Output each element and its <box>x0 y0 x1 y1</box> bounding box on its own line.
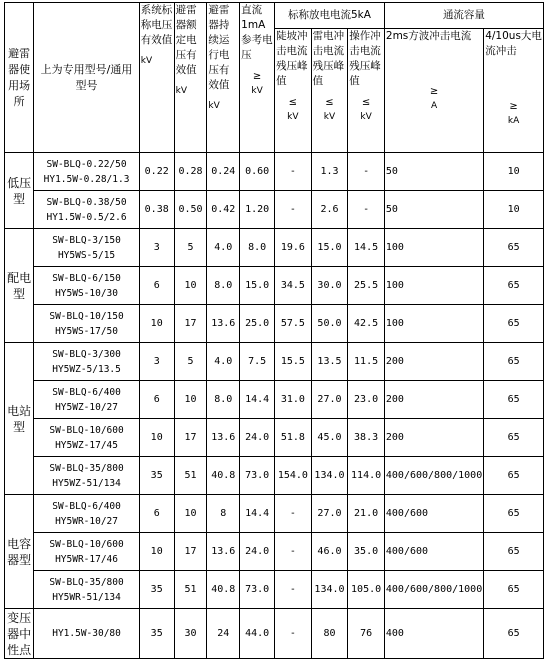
table-row <box>5 191 544 229</box>
lightning-residual-cell: 2.6 <box>311 191 348 229</box>
steep-residual-cell: 154.0 <box>275 457 312 495</box>
rated-voltage-cell: 51 <box>174 571 207 609</box>
generic-model: HY5WR-10/27 <box>55 515 118 527</box>
impulse-cell: 65 <box>484 457 544 495</box>
table-row <box>5 229 544 267</box>
ge-sign: ≥ <box>429 86 439 97</box>
lightning-residual-cell: 27.0 <box>311 381 348 419</box>
model-cell <box>34 419 139 457</box>
special-model: SW-BLQ-3/300 <box>52 348 121 360</box>
rated-voltage-cell: 10 <box>174 267 207 305</box>
sys-voltage-cell: 3 <box>139 229 174 267</box>
table-header <box>5 3 544 153</box>
table-row <box>5 305 544 343</box>
model-cell <box>34 495 139 533</box>
square-wave-cell: 100 <box>384 305 483 343</box>
header-mcov: 避雷器持续运行电压有效值 kV <box>207 3 240 153</box>
lightning-residual-cell: 50.0 <box>311 305 348 343</box>
le-sign: ≤ <box>325 97 334 108</box>
lightning-residual-cell: 13.5 <box>311 343 348 381</box>
sys-voltage-cell: 10 <box>139 305 174 343</box>
mcov-cell: 13.6 <box>207 533 240 571</box>
switching-residual-cell: 114.0 <box>348 457 385 495</box>
dc-ref-cell: 0.60 <box>240 153 275 191</box>
lightning-residual-cell: 134.0 <box>311 457 348 495</box>
ge-sign: ≥ <box>509 101 518 112</box>
model-cell <box>34 571 139 609</box>
unit-kv: kV <box>360 112 372 122</box>
table-row <box>5 381 544 419</box>
unit-ka: kA <box>507 116 520 126</box>
generic-model: HY5WZ-17/45 <box>55 439 118 451</box>
dc-ref-cell: 24.0 <box>240 533 275 571</box>
sys-voltage-cell: 10 <box>139 419 174 457</box>
header-switching-residual: 操作冲击电流残压峰值 ≤ kV <box>348 29 385 153</box>
header-lightning-residual: 雷电冲击电流残压峰值 ≤ kV <box>311 29 348 153</box>
rated-voltage-cell: 30 <box>174 609 207 659</box>
lightning-residual-cell: 1.3 <box>311 153 348 191</box>
lightning-residual-cell: 134.0 <box>311 571 348 609</box>
unit-kv: kV <box>208 101 220 111</box>
unit-kv: kV <box>175 86 188 96</box>
unit-kv: kV <box>287 112 299 122</box>
sys-voltage-cell: 3 <box>139 343 174 381</box>
switching-residual-cell: 23.0 <box>348 381 385 419</box>
model-cell <box>34 457 139 495</box>
steep-residual-cell: - <box>275 533 312 571</box>
dc-ref-cell: 73.0 <box>240 457 275 495</box>
steep-residual-cell: - <box>275 495 312 533</box>
mcov-cell: 4.0 <box>207 229 240 267</box>
model-cell <box>34 191 139 229</box>
header-residual-group: 标称放电电流5kA <box>275 3 385 29</box>
rated-voltage-cell: 10 <box>174 495 207 533</box>
generic-model: HY1.5W-0.28/1.3 <box>43 173 130 185</box>
steep-residual-cell: 51.8 <box>275 419 312 457</box>
mcov-cell: 8.0 <box>207 381 240 419</box>
table-row <box>5 533 544 571</box>
special-model: SW-BLQ-35/800 <box>49 576 124 588</box>
switching-residual-cell: 42.5 <box>348 305 385 343</box>
sys-voltage-cell: 35 <box>139 457 174 495</box>
sys-voltage-cell: 0.38 <box>139 191 174 229</box>
model-cell <box>34 343 139 381</box>
unit-kv: kV <box>140 56 153 66</box>
table-row <box>5 457 544 495</box>
square-wave-cell: 100 <box>384 229 483 267</box>
switching-residual-cell: 11.5 <box>348 343 385 381</box>
special-model: SW-BLQ-3/150 <box>52 234 121 246</box>
steep-residual-cell: - <box>275 191 312 229</box>
generic-model: HY5WZ-5/13.5 <box>52 363 121 375</box>
dc-ref-cell: 25.0 <box>240 305 275 343</box>
header-steep-residual: 陡坡冲击电流残压峰值 ≤ kV <box>275 29 312 153</box>
site-cell: 低压型 <box>5 153 34 229</box>
switching-residual-cell: 105.0 <box>348 571 385 609</box>
site-cell: 电容器型 <box>5 495 34 609</box>
arrester-spec-table <box>4 2 544 659</box>
impulse-cell: 10 <box>484 153 544 191</box>
sys-voltage-cell: 6 <box>139 495 174 533</box>
impulse-cell: 65 <box>484 267 544 305</box>
mcov-cell: 13.6 <box>207 305 240 343</box>
rated-voltage-cell: 51 <box>174 457 207 495</box>
le-sign: ≤ <box>288 97 298 108</box>
square-wave-cell: 50 <box>384 191 483 229</box>
table-row <box>5 571 544 609</box>
dc-ref-cell: 14.4 <box>240 495 275 533</box>
impulse-cell: 65 <box>484 343 544 381</box>
generic-model: HY5WS-10/30 <box>55 287 118 299</box>
generic-model: HY1.5W-0.5/2.6 <box>46 211 127 223</box>
unit-kv: kV <box>323 112 336 122</box>
dc-ref-cell: 24.0 <box>240 419 275 457</box>
square-wave-cell: 50 <box>384 153 483 191</box>
lightning-residual-cell: 46.0 <box>311 533 348 571</box>
square-wave-cell: 400/600/800/1000 <box>384 457 483 495</box>
special-model: SW-BLQ-6/150 <box>52 272 121 284</box>
square-wave-cell: 400/600 <box>384 533 483 571</box>
impulse-cell: 65 <box>484 495 544 533</box>
special-model: SW-BLQ-35/800 <box>49 462 124 474</box>
generic-model: HY5WS-17/50 <box>55 325 118 337</box>
special-model: SW-BLQ-10/600 <box>49 538 124 550</box>
special-model: SW-BLQ-0.22/50 <box>46 158 127 170</box>
rated-voltage-cell: 17 <box>174 305 207 343</box>
rated-voltage-cell: 5 <box>174 229 207 267</box>
sys-voltage-cell: 0.22 <box>139 153 174 191</box>
steep-residual-cell: 57.5 <box>275 305 312 343</box>
impulse-cell: 65 <box>484 305 544 343</box>
impulse-cell: 10 <box>484 191 544 229</box>
ge-sign: ≥ <box>252 71 262 82</box>
switching-residual-cell: 35.0 <box>348 533 385 571</box>
rated-voltage-cell: 5 <box>174 343 207 381</box>
rated-voltage-cell: 17 <box>174 419 207 457</box>
dc-ref-cell: 8.0 <box>240 229 275 267</box>
dc-ref-cell: 73.0 <box>240 571 275 609</box>
switching-residual-cell: 14.5 <box>348 229 385 267</box>
mcov-cell: 40.8 <box>207 571 240 609</box>
switching-residual-cell: - <box>348 191 385 229</box>
unit-a: A <box>430 101 438 111</box>
special-model: SW-BLQ-6/400 <box>52 386 121 398</box>
sys-voltage-cell: 6 <box>139 267 174 305</box>
header-flow-group: 通流容量 <box>384 3 543 29</box>
header-impulse: 4/10us大电流冲击 ≥ kA <box>484 29 544 153</box>
model-cell <box>34 305 139 343</box>
mcov-cell: 0.24 <box>207 153 240 191</box>
model-cell <box>34 267 139 305</box>
steep-residual-cell: - <box>275 609 312 659</box>
table-row <box>5 495 544 533</box>
mcov-cell: 13.6 <box>207 419 240 457</box>
lightning-residual-cell: 27.0 <box>311 495 348 533</box>
model-cell <box>34 229 139 267</box>
mcov-cell: 40.8 <box>207 457 240 495</box>
table-row <box>5 267 544 305</box>
table-row <box>5 153 544 191</box>
site-cell: 配电型 <box>5 229 34 343</box>
special-model: SW-BLQ-6/400 <box>52 500 121 512</box>
sys-voltage-cell: 35 <box>139 609 174 659</box>
square-wave-cell: 200 <box>384 381 483 419</box>
site-cell: 变压器中性点 <box>5 609 34 659</box>
header-site: 避雷器使用场所 <box>5 3 34 153</box>
rated-voltage-cell: 0.50 <box>174 191 207 229</box>
switching-residual-cell: 21.0 <box>348 495 385 533</box>
sys-voltage-cell: 35 <box>139 571 174 609</box>
site-cell: 电站型 <box>5 343 34 495</box>
table-row <box>5 343 544 381</box>
dc-ref-cell: 1.20 <box>240 191 275 229</box>
lightning-residual-cell: 30.0 <box>311 267 348 305</box>
generic-model: HY5WR-17/46 <box>55 553 118 565</box>
impulse-cell: 65 <box>484 229 544 267</box>
mcov-cell: 0.42 <box>207 191 240 229</box>
dc-ref-cell: 14.4 <box>240 381 275 419</box>
square-wave-cell: 100 <box>384 267 483 305</box>
mcov-cell: 24 <box>207 609 240 659</box>
impulse-cell: 65 <box>484 609 544 659</box>
rated-voltage-cell: 17 <box>174 533 207 571</box>
table-row <box>5 419 544 457</box>
dc-ref-cell: 44.0 <box>240 609 275 659</box>
switching-residual-cell: 38.3 <box>348 419 385 457</box>
square-wave-cell: 200 <box>384 343 483 381</box>
generic-model: HY5WZ-51/134 <box>52 477 121 489</box>
impulse-cell: 65 <box>484 533 544 571</box>
impulse-cell: 65 <box>484 381 544 419</box>
header-sys-voltage: 系统标称电压有效值 kV <box>139 3 174 153</box>
mcov-cell: 8.0 <box>207 267 240 305</box>
table-row <box>5 609 544 659</box>
sys-voltage-cell: 10 <box>139 533 174 571</box>
steep-residual-cell: 31.0 <box>275 381 312 419</box>
generic-model: HY5WR-51/134 <box>52 591 121 603</box>
impulse-cell: 65 <box>484 419 544 457</box>
steep-residual-cell: 34.5 <box>275 267 312 305</box>
header-dc-ref: 直流1mA参考电压 ≥ kV <box>240 3 275 153</box>
dc-ref-cell: 15.0 <box>240 267 275 305</box>
steep-residual-cell: - <box>275 571 312 609</box>
generic-model: HY5WS-5/15 <box>57 249 116 261</box>
table-body <box>5 153 544 659</box>
special-model: SW-BLQ-10/600 <box>49 424 124 436</box>
header-rated-voltage: 避雷器额定电压有效值 kV <box>174 3 207 153</box>
header-square-wave: 2ms方波冲击电流 ≥ A <box>384 29 483 153</box>
square-wave-cell: 400 <box>384 609 483 659</box>
square-wave-cell: 200 <box>384 419 483 457</box>
square-wave-cell: 400/600/800/1000 <box>384 571 483 609</box>
switching-residual-cell: 76 <box>348 609 385 659</box>
lightning-residual-cell: 15.0 <box>311 229 348 267</box>
steep-residual-cell: 19.6 <box>275 229 312 267</box>
unit-kv: kV <box>251 86 263 96</box>
rated-voltage-cell: 10 <box>174 381 207 419</box>
square-wave-cell: 400/600 <box>384 495 483 533</box>
special-model: SW-BLQ-10/150 <box>49 310 124 322</box>
lightning-residual-cell: 45.0 <box>311 419 348 457</box>
generic-model: HY5WZ-10/27 <box>55 401 118 413</box>
switching-residual-cell: - <box>348 153 385 191</box>
dc-ref-cell: 7.5 <box>240 343 275 381</box>
header-model: 上为专用型号/通用型号 <box>34 3 139 153</box>
special-model: SW-BLQ-0.38/50 <box>46 196 127 208</box>
switching-residual-cell: 25.5 <box>348 267 385 305</box>
sys-voltage-cell: 6 <box>139 381 174 419</box>
steep-residual-cell: - <box>275 153 312 191</box>
steep-residual-cell: 15.5 <box>275 343 312 381</box>
model-cell <box>34 381 139 419</box>
rated-voltage-cell: 0.28 <box>174 153 207 191</box>
lightning-residual-cell: 80 <box>311 609 348 659</box>
model-cell <box>34 533 139 571</box>
mcov-cell: 4.0 <box>207 343 240 381</box>
impulse-cell: 65 <box>484 571 544 609</box>
model-cell <box>34 153 139 191</box>
model-cell <box>34 609 139 659</box>
le-sign: ≤ <box>361 97 371 108</box>
mcov-cell: 8 <box>207 495 240 533</box>
generic-model: HY1.5W-30/80 <box>52 628 121 639</box>
